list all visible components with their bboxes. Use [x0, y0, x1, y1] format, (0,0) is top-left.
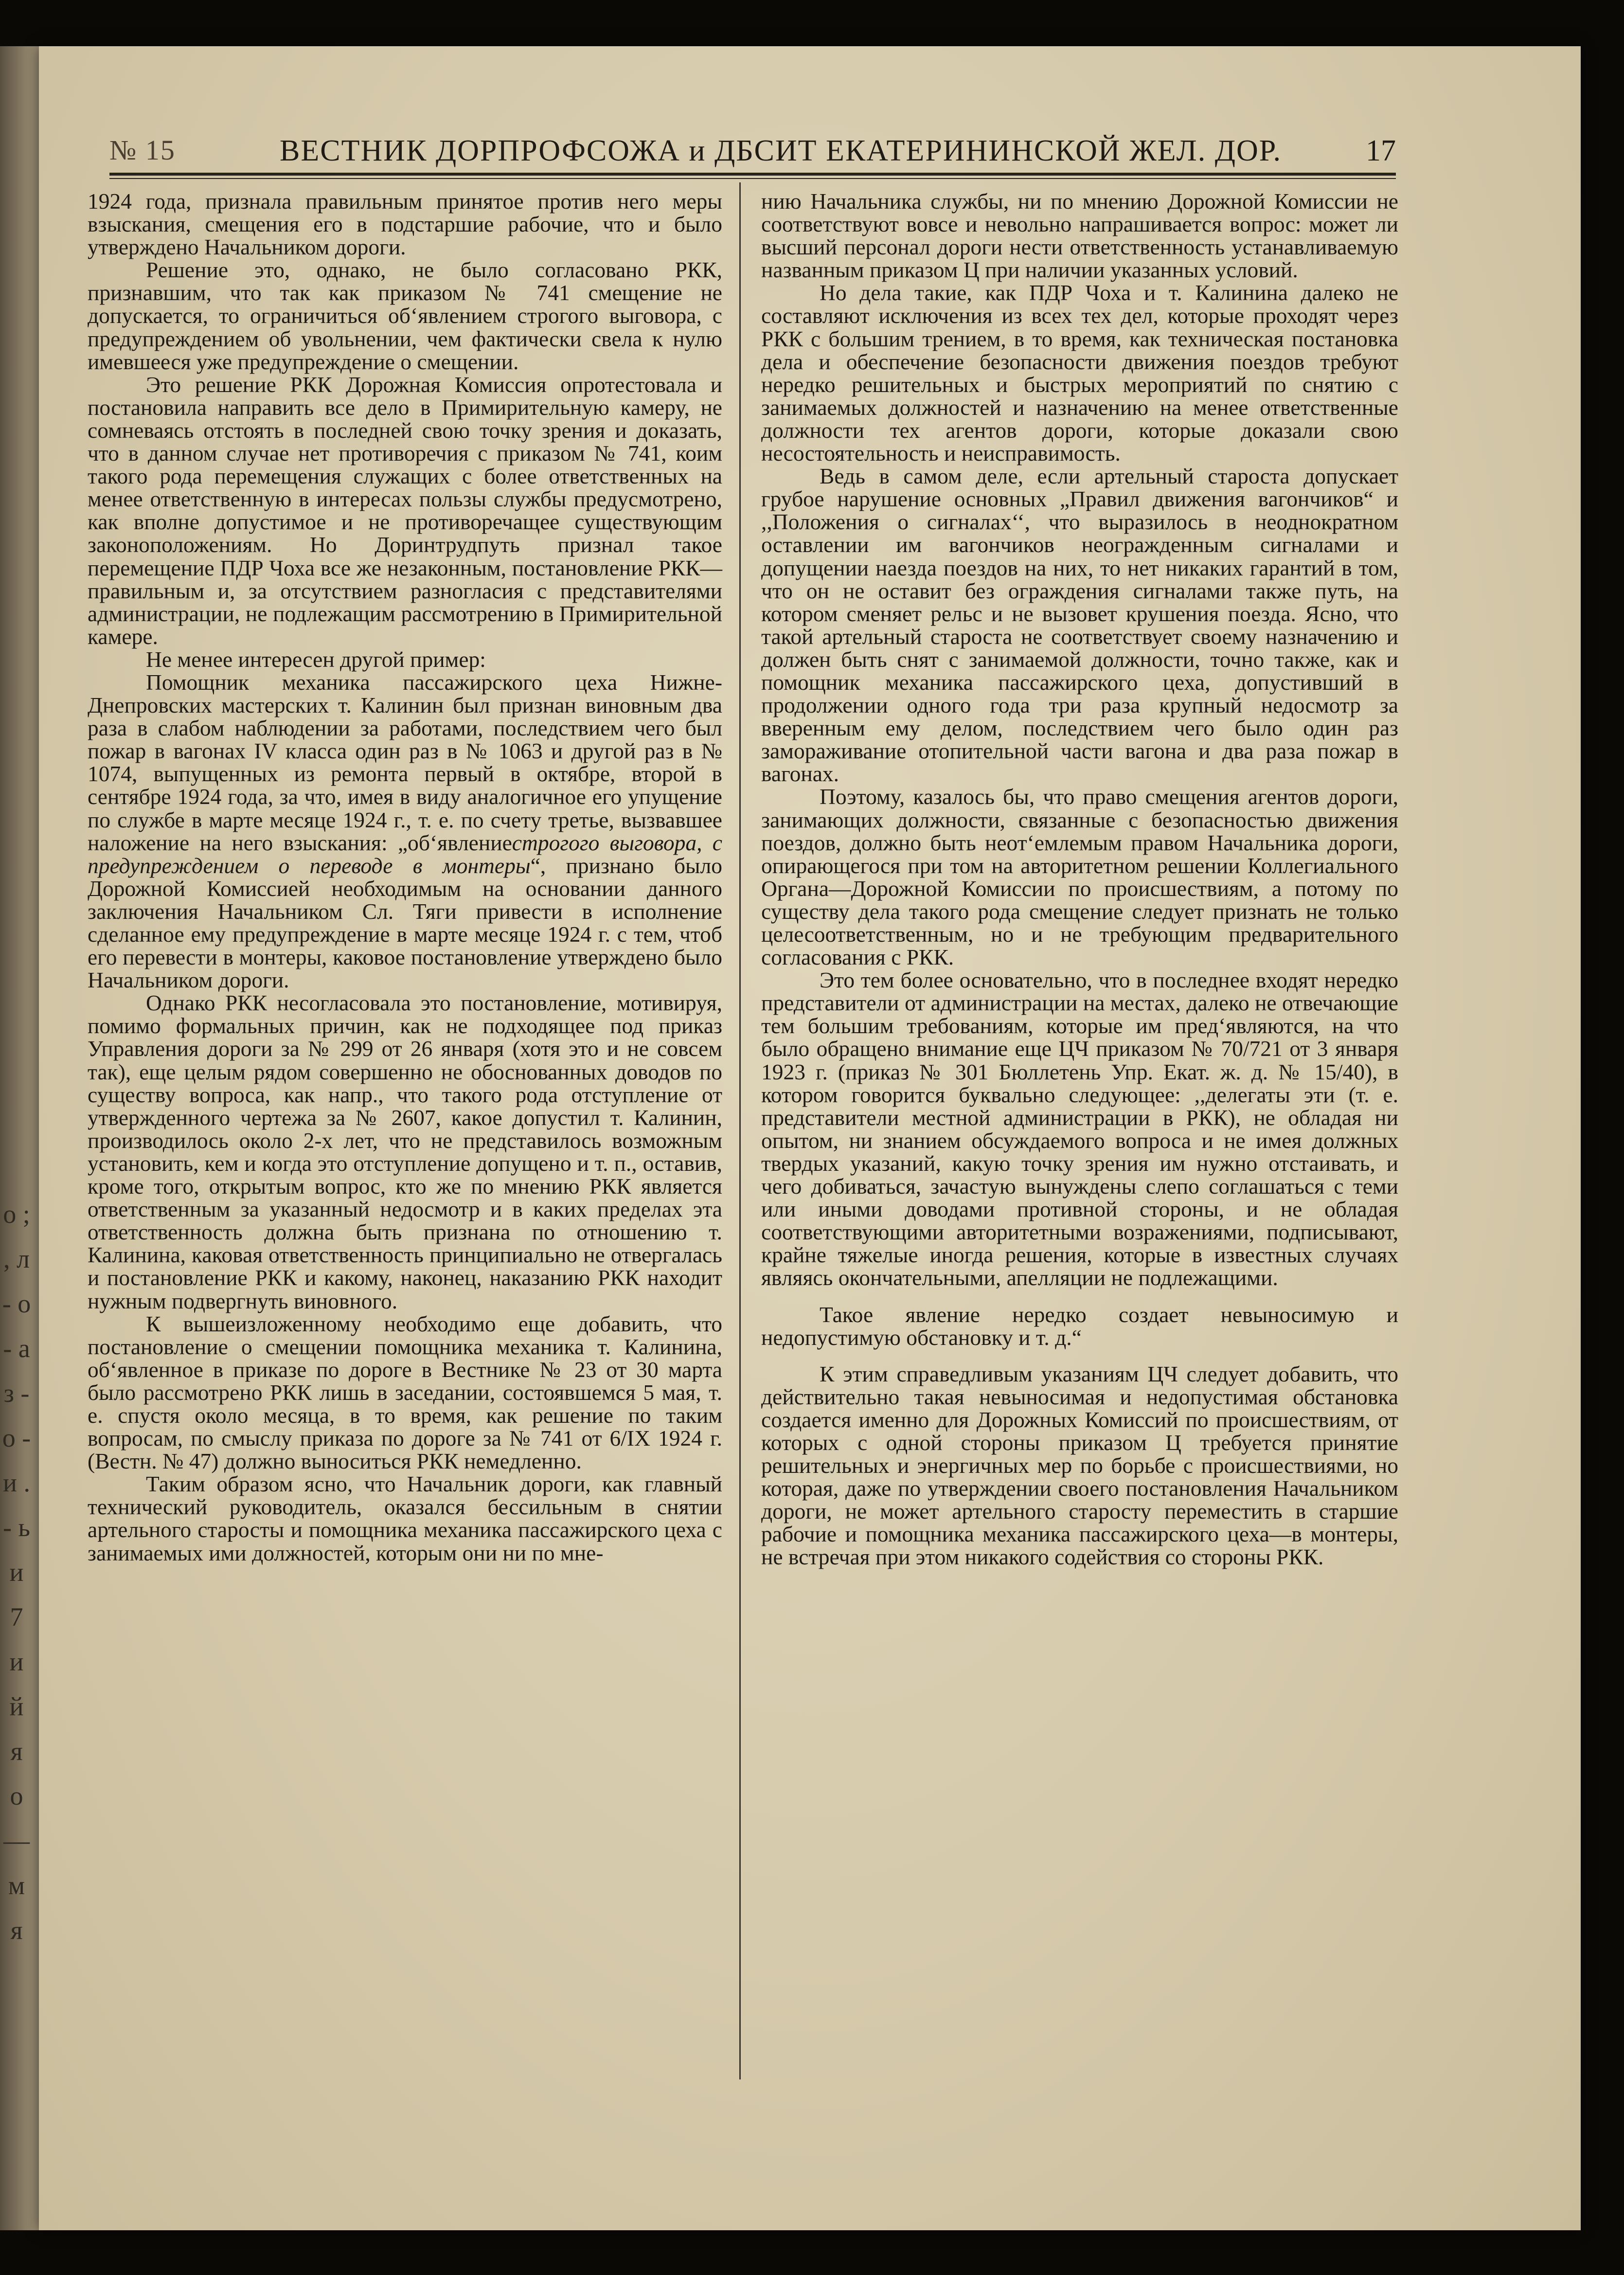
publication-title: ВЕСТНИК ДОРПРОФСОЖА и ДБСИТ ЕКАТЕРИНИНСКОЙ ЖЕЛ. ДОР.	[280, 134, 1282, 167]
paragraph: Решение это, однако, не было согласовано РКК, признавшим, что так как приказом № 741 смещение не допускается, то ограничиться об‘явлением строгого выговора, с предупреждением об увольнении, чем фактически свела к нулю имевшееся уже предупреждение о смещении.	[88, 257, 722, 374]
page-number: 17	[1366, 134, 1396, 167]
paragraph: нию Начальника службы, ни по мнению Дорожной Комиссии не соответствуют вовсе и невольно напрашивается вопрос: может ли высший персонал дороги нести ответственность устанавливаемую названным приказом Ц при наличии указанных условий.	[761, 189, 1398, 283]
paragraph: Однако РКК несогласовала это постановление, мотивируя, помимо формальных причин, как не подходящее под приказ Управления дороги за № 299 от 26 января (хотя это и не совсем так), еще целым рядом совершенно не обоснованных доводов по существу вопроса, как напр., что такого рода отступление от утвержденного чертежа за № 2607, какое допустил т. Калинин, производилось около 2-х лет, что не представилось возможным установить, кем и когда это отступление допущено и т. п., оставив, кроме того, открытым вопрос, кто же по мнению РКК является ответственным за указанный недосмотр и в каких пределах эта ответственность должна быть признана по отношению т. Калинина, каковая ответственность принципиально не отвергалась и постановление РКК и какому, наконец, наказанию РКК находит нужным подвергнуть виновного.	[88, 990, 722, 1313]
paragraph: Таким образом ясно, что Начальник дороги, как главный технический руководитель, оказался бессильным в снятии артельного старосты и помощника механика пассажирского цеха с занимаемых ими должностей, которым они ни по мне-	[88, 1471, 722, 1565]
paragraph: Но дела такие, как ПДР Чоха и т. Калинина далеко не составляют исключения из всех тех дел, которые проходят через РКК с большим трением, в то время, как техническая постановка дела и обеспечение безопасности движения поездов требуют нередко решительных и быстрых мероприятий по снятию с занимаемых должностей и назначению на менее ответственные должности тех агентов дороги, которые доказали свою несостоятельность и неисправимость.	[761, 280, 1398, 466]
paragraph: Такое явление нередко создает невыносимую и недопустимую обстановку и т. д.“	[761, 1302, 1398, 1350]
header-rule-thin	[109, 178, 1396, 179]
paragraph: Не менее интересен другой пример:	[146, 646, 486, 672]
paragraph: 1924 года, признала правильным принятое против него меры взыскания, смещения его в подстаршие рабочие, что и было утверждено Начальником дороги.	[88, 189, 722, 260]
left-column	[88, 190, 722, 1564]
paragraph: К этим справедливым указаниям ЦЧ следует добавить, что действительно такая невыносимая и недопустимая обстановка создается именно для Дорожных Комиссий по происшествиям, от которых с одной стороны приказом Ц требуется принятие решительных и энергичных мер по борьбе с происшествиями, но которая, даже по утверждении своего постановления Начальником дороги, не может артельного старосту переместить в старшие рабочие и помощника механика пассажирского цеха—в монтеры, не встречая при этом никакого содействия со стороны РКК.	[761, 1361, 1398, 1570]
paragraph-text: “, признано было Дорожной Комиссией необходимым на основании данного заключения Начальником Сл. Тяги привести в исполнение сделанное ему предупреждение в марте месяце 1924 г. с тем, чтоб его перевести в монтеры, каковое постановление утверждено было Начальником дороги.	[88, 853, 722, 993]
paragraph-text: Помощник механика пассажирского цеха Нижне-Днепровских мастерских т. Калинин был признан виновным два раза в слабом наблюдении за работами, последствием чего был пожар в вагонах IV класса один раз в № 1063 и другой раз в № 1074, выпущенных из ремонта первый в октябре, второй в сентябре 1924 года, за что, имея в виду аналогичное его упущение по службе в марте месяце 1924 г., т. е. по счету третье, вызвавшее наложение на него взыскания: „об‘явление	[88, 669, 722, 855]
previous-page-edge-text: о ; , л - о - а з - о - и . - ь и 7 и й я о — м я	[2, 1200, 31, 1945]
paragraph	[88, 671, 722, 991]
column-divider	[739, 182, 741, 2079]
right-column	[761, 190, 1398, 1569]
paragraph: Ведь в самом деле, если артельный староста допускает грубое нарушение основных „Правил движения вагончиков“ и ,,Положения о сигналах‘‘, что выразилось в неоднократном оставлении им вагончиков неогражденным сигналами и допущении наезда поездов на них, то нет никаких гарантий в том, что он не оставит без ограждения сигналами также путь, на котором сменяет рельс и не вызовет крушения поезда. Ясно, что такой артельный староста не соответствует своему назначению и должен быть снят с занимаемой должности, точно также, как и помощник механика пассажирского цеха, допустивший в продолжении одного года три раза крупный недосмотр за вверенным ему делом, последствием чего было один раз замораживание отопительной части вагона и два раза пожар в вагонах.	[761, 464, 1398, 787]
paragraph: Это тем более основательно, что в последнее входят нередко представители от администрации на местах, далеко не отвечающие тем большим требованиям, которые им пред‘являются, на что было обращено внимание еще ЦЧ приказом № 70/721 от 3 января 1923 г. (приказ № 301 Бюллетень Упр. Екат. ж. д. № 15/40), в котором говорится буквально следующее: ,,делегаты эти (т. е. представители местной администрации в РКК), не обладая ни опытом, ни знанием обсуждаемого вопроса и не имея должных твердых указаний, какую точку зрения им нужно отстаивать, и чего добиваться, зачастую вынуждены слепо соглашаться с теми или иными доводами противной стороны, и не обладая соответствующими авторитетными возражениями, подписывают, крайне тяжелые иногда решения, которые в известных случаях являясь окончательными, апелляции не подлежащими.	[761, 967, 1398, 1290]
header-rule	[109, 173, 1396, 176]
paragraph: Это решение РКК Дорожная Комиссия опротестовала и постановила направить все дело в Примирительную камеру, не сомневаясь отстоять в последней свою точку зрения и доказать, что в данном случае нет противоречия с приказом № 741, коим такого рода перемещения служащих с более ответственных на менее ответственную в интересах пользы службы предусмотрено, как вполне допустимое и не противоречащее существующим законоположениям. Но Доринтрудпуть признал такое перемещение ПДР Чоха все же незаконным, постановление РКК—правильным и, за отсутствием разногласия с представителями администрации, не подлежащим рассмотрению в Примирительной камере.	[88, 372, 722, 649]
issue-number: № 15	[109, 134, 176, 166]
paragraph: К вышеизложенному необходимо еще добавить, что постановление о смещении помощника механика т. Калинина, об‘явленное в приказе по дороге в Вестнике № 23 от 30 марта было рассмотрено РКК лишь в заседании, состоявшемся 5 мая, т. е. спустя около месяца, в то время, как решение по таким вопросам, по смыслу приказа по дороге за № 741 от 6/IX 1924 г. (Вестн. № 47) должно выноситься РКК немедленно.	[88, 1311, 722, 1474]
page-header	[109, 134, 1396, 173]
italic-quote: строгого выговора, с предупреждением о переводе в монтеры	[88, 830, 722, 878]
paragraph: Поэтому, казалось бы, что право смещения агентов дороги, занимающих должности, связанные с безопасностью движения поездов, должно быть неот‘емлемым правом Начальника дороги, опирающегося при том на авторитетном решении Коллегиального Органа—Дорожной Комиссии по происшествиям, а потому по существу дела такого рода смещение следует признать не только целесоответственным, но и не требующим предварительного согласования с РКК.	[761, 784, 1398, 970]
